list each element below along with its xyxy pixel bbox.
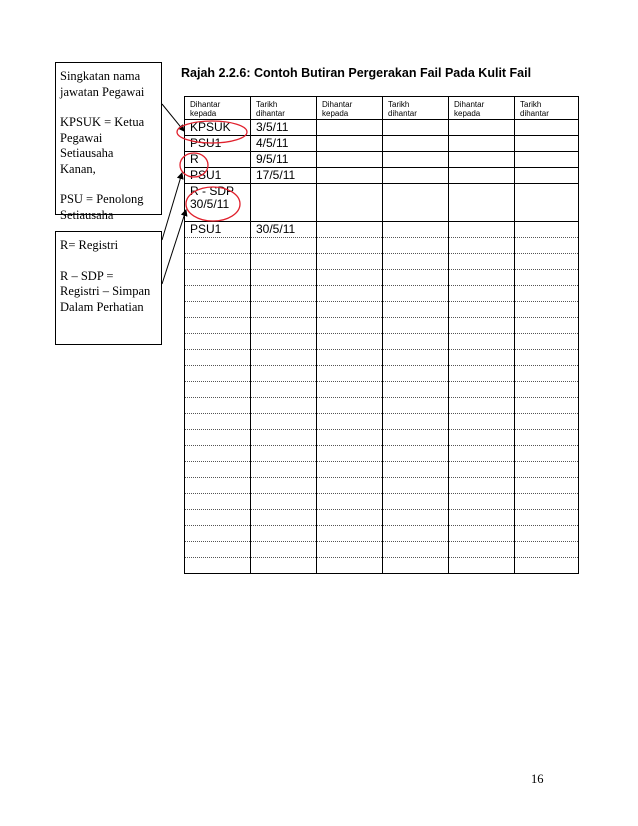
circle-r-sdp	[186, 187, 240, 221]
table-cell: KPSUK	[185, 120, 251, 136]
table-cell: PSU1	[185, 168, 251, 184]
table-cell: R	[185, 152, 251, 168]
column-header-line: Tarikh	[388, 100, 410, 109]
column-header-line: Tarikh	[256, 100, 278, 109]
legend-line: Setiausaha	[60, 146, 114, 160]
legend-line: R – SDP =	[60, 268, 114, 283]
legend-line: R= Registri	[60, 238, 119, 252]
legend-line: Setiausaha	[60, 207, 114, 222]
legend-line: Dalam Perhatian	[60, 299, 144, 314]
column-header-line: kepada	[190, 109, 217, 118]
table-cell: R - SDP 30/5/11	[185, 184, 251, 222]
column-header-line: Tarikh	[520, 100, 542, 109]
legend-line: Registri – Simpan	[60, 284, 151, 298]
hand-drawn-circles	[177, 121, 247, 221]
table-cell: 17/5/11	[251, 168, 317, 184]
circle-kpsuk	[177, 121, 247, 143]
page-number: 16	[531, 772, 544, 786]
column-header-line: kepada	[454, 109, 481, 118]
circle-r	[180, 153, 208, 177]
legend-line: Kanan,	[60, 161, 96, 176]
table-cell: 30/5/11	[251, 222, 317, 238]
legend-line: KPSUK = Ketua	[60, 115, 145, 129]
column-header-line: dihantar	[520, 109, 549, 118]
legend-line: jawatan Pegawai	[60, 84, 145, 99]
column-header-line: kepada	[322, 109, 349, 118]
figure-title: Rajah 2.2.6: Contoh Butiran Pergerakan Fail Pada Kulit Fail	[181, 66, 532, 80]
column-header-line: dihantar	[256, 109, 285, 118]
arrow-to-r	[162, 173, 182, 240]
arrow-to-r-sdp	[162, 210, 186, 284]
legend-line: Pegawai	[60, 130, 103, 145]
table-cell: 9/5/11	[251, 152, 317, 168]
column-header-line: Dihantar	[322, 100, 353, 109]
table-cell: PSU1	[185, 136, 251, 152]
column-header-line: Dihantar	[190, 100, 221, 109]
table-cell: 4/5/11	[251, 136, 317, 152]
column-header-line: Dihantar	[454, 100, 485, 109]
legend-line: Singkatan nama	[60, 69, 141, 83]
legend-line: PSU = Penolong	[60, 192, 144, 206]
table-cell: PSU1	[185, 222, 251, 238]
table-cell: 3/5/11	[251, 120, 317, 136]
column-header-line: dihantar	[388, 109, 417, 118]
